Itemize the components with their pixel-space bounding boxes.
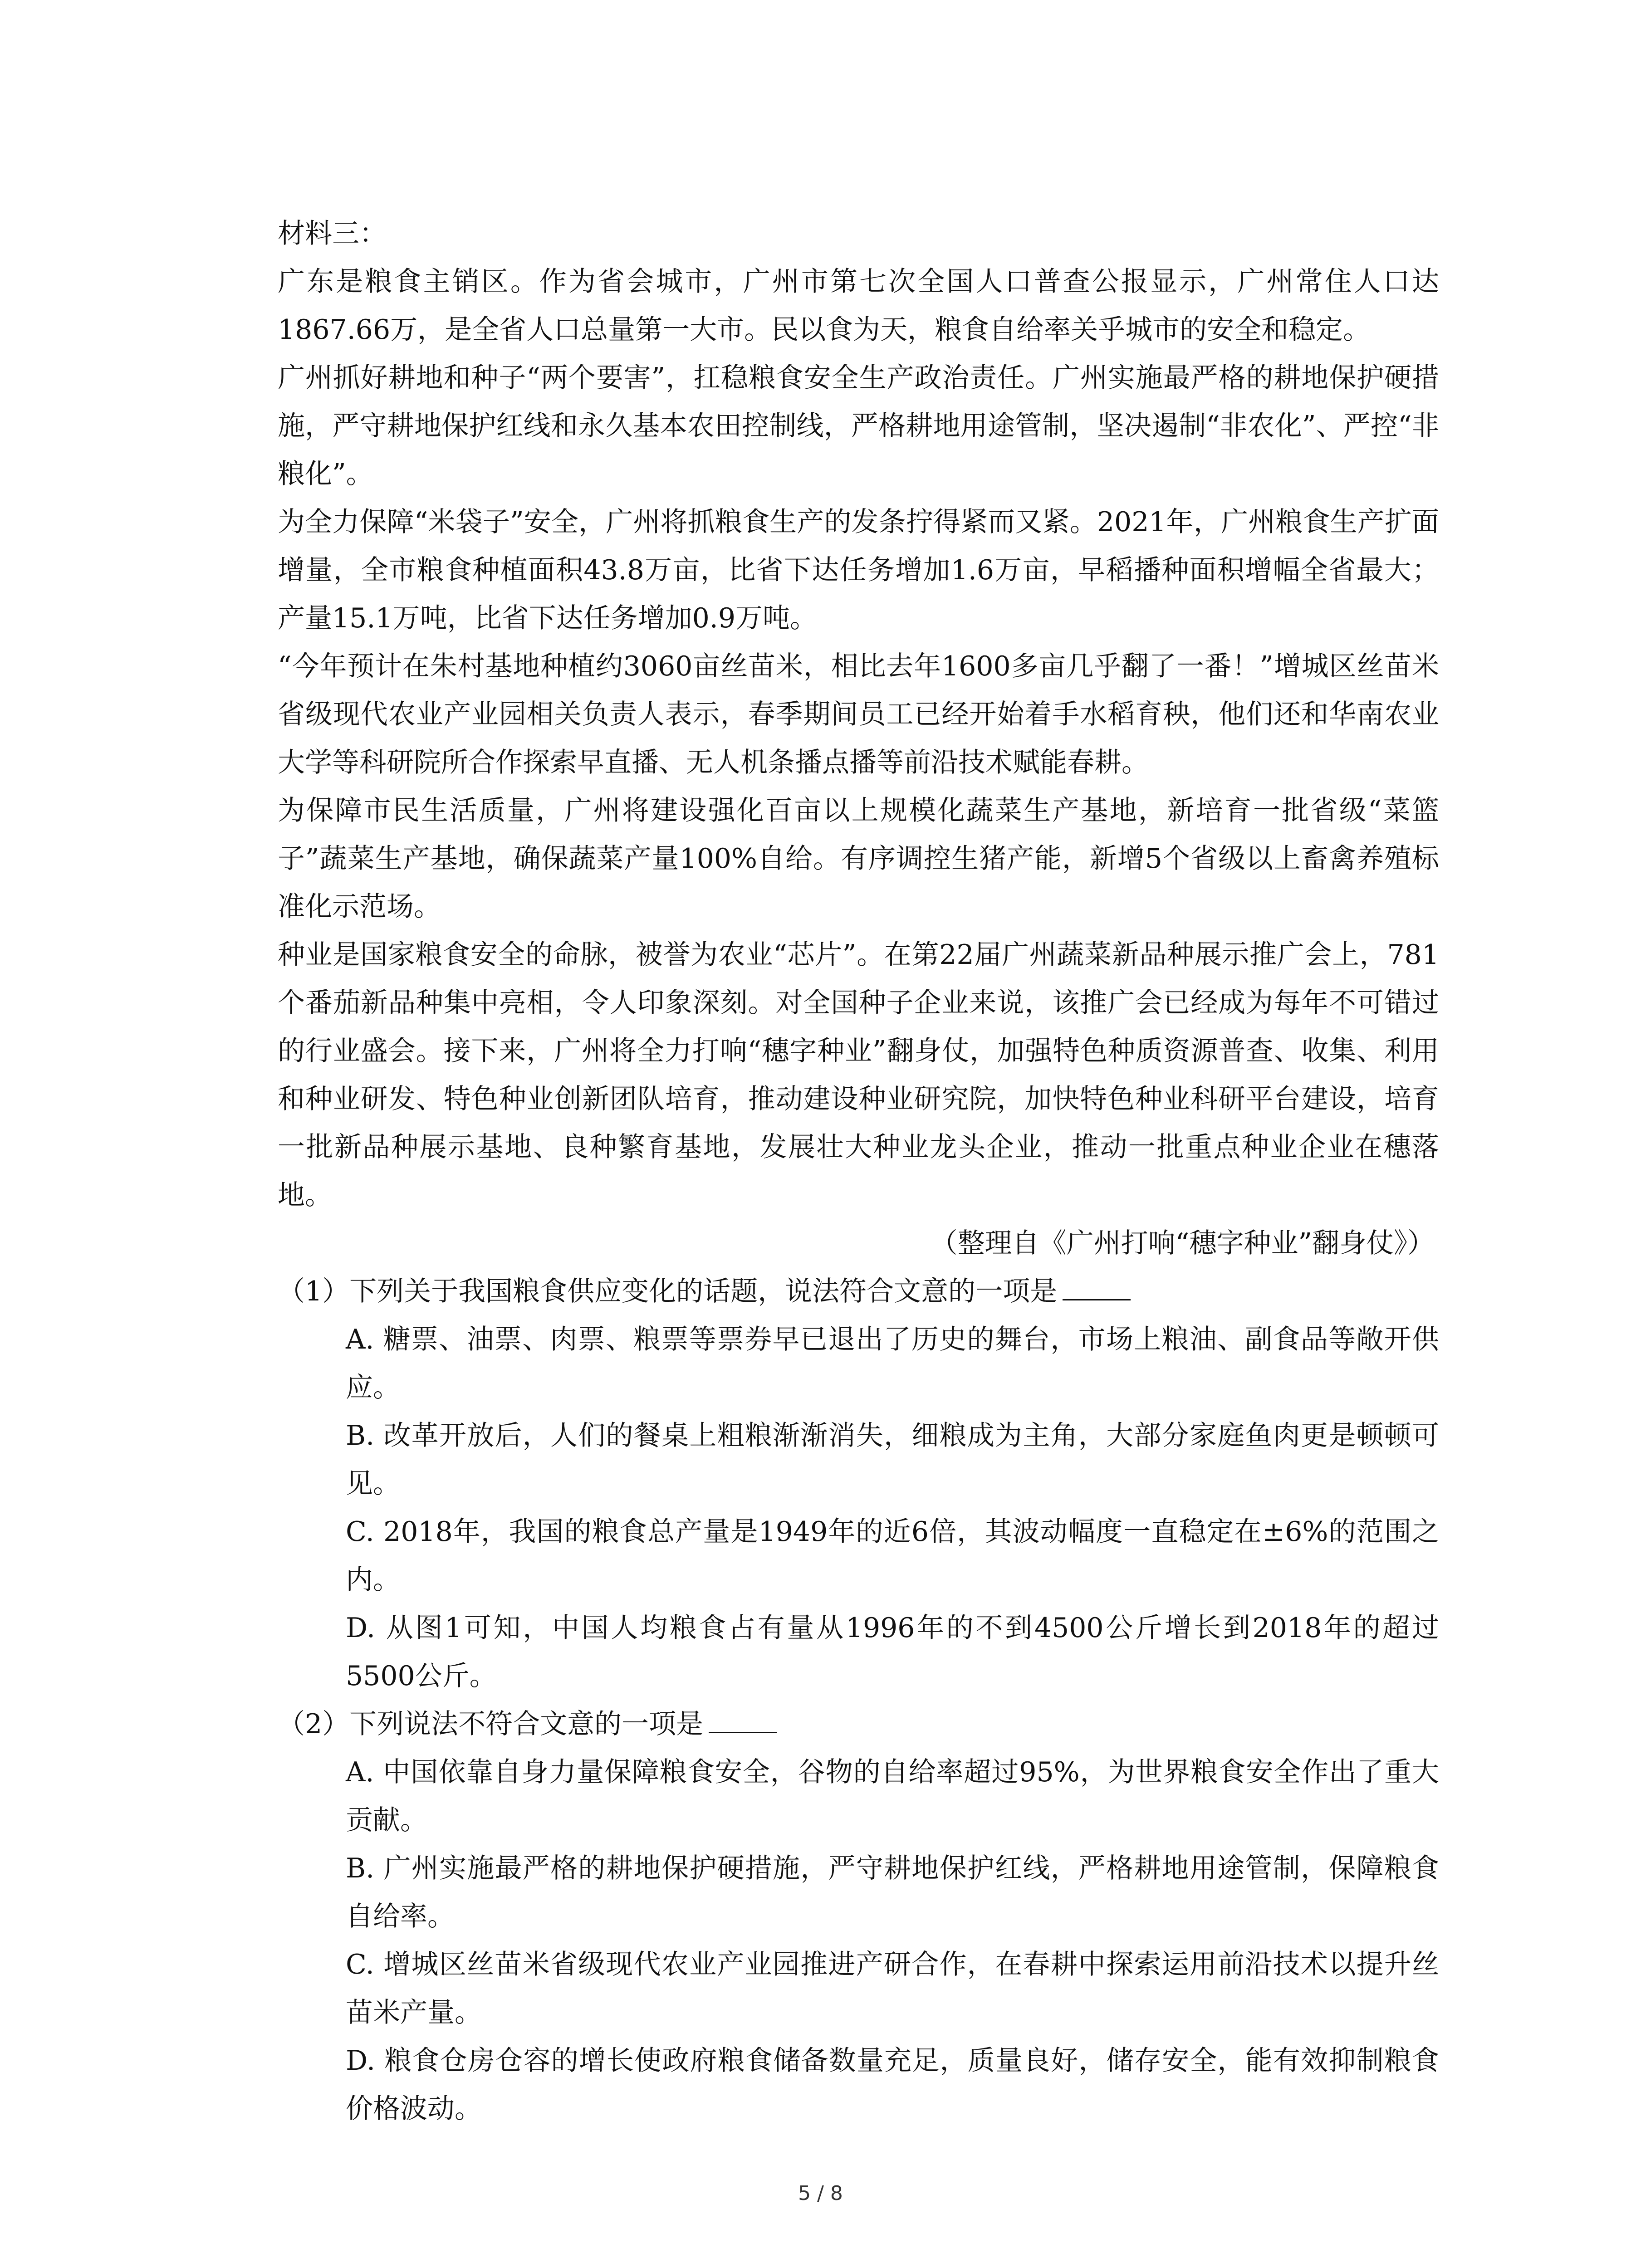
question-2-option-d: D. 粮食仓房仓容的增长使政府粮食储备数量充足，质量良好，储存安全，能有效抑制粮食价格波动。 [346,2045,1439,2125]
material-paragraph-2: 广州抓好耕地和种子“两个要害”，扛稳粮食安全生产政治责任。广州实施最严格的耕地保护硬措施，严守耕地保护红线和永久基本农田控制线，严格耕地用途管制，坚决遏制“非农化”、严控“非粮化”。 [278,362,1439,490]
question-2-text: （2）下列说法不符合文意的一项是 [278,1708,704,1740]
question-1-text: （1）下列关于我国粮食供应变化的话题，说法符合文意的一项是 [278,1276,1058,1307]
answer-blank [709,1705,777,1733]
material-paragraph-3: 为全力保障“米袋子”安全，广州将抓粮食生产的发条拧得紧而又紧。2021年，广州粮食生产扩面增量，全市粮食种植面积43.8万亩，比省下达任务增加1.6万亩，早稻播种面积增幅全省最大；产量15.1万吨，比省下达任务增加0.9万吨。 [278,506,1439,634]
question-1-stem [278,1267,1439,1315]
question-1-option-b: B. 改革开放后，人们的餐桌上粗粮渐渐消失，细粮成为主角，大部分家庭鱼肉更是顿顿可见。 [346,1420,1439,1500]
question-2-option-a: A. 中国依靠自身力量保障粮食安全，谷物的自给率超过95%，为世界粮食安全作出了重大贡献。 [346,1756,1439,1836]
material-paragraph-1: 广东是粮食主销区。作为省会城市，广州市第七次全国人口普查公报显示，广州常住人口达1867.66万，是全省人口总量第一大市。民以食为天，粮食自给率关乎城市的安全和稳定。 [278,266,1439,346]
question-2-stem [278,1700,1439,1748]
material-heading: 材料三： [278,218,387,249]
question-1-option-d: D. 从图1可知，中国人均粮食占有量从1996年的不到4500公斤增长到2018年的超过5500公斤。 [346,1612,1439,1692]
question-1-option-c: C. 2018年，我国的粮食总产量是1949年的近6倍，其波动幅度一直稳定在±6%的范围之内。 [346,1516,1439,1596]
answer-blank [1063,1272,1131,1300]
material-paragraph-4: “今年预计在朱村基地种植约3060亩丝苗米，相比去年1600多亩几乎翻了一番！”增城区丝苗米省级现代农业产业园相关负责人表示，春季期间员工已经开始着手水稻育秧，他们还和华南农业大学等科研院所合作探索早直播、无人机条播点播等前沿技术赋能春耕。 [278,650,1439,778]
material-paragraph-6: 种业是国家粮食安全的命脉，被誉为农业“芯片”。在第22届广州蔬菜新品种展示推广会上，781个番茄新品种集中亮相，令人印象深刻。对全国种子企业来说，该推广会已经成为每年不可错过的行业盛会。接下来，广州将全力打响“穗字种业”翻身仗，加强特色种质资源普查、收集、利用和种业研发、特色种业创新团队培育，推动建设种业研究院，加快特色种业科研平台建设，培育一批新品种展示基地、良种繁育基地，发展壮大种业龙头企业，推动一批重点种业企业在穗落地。 [278,939,1439,1211]
material-paragraph-5: 为保障市民生活质量，广州将建设强化百亩以上规模化蔬菜生产基地，新培育一批省级“菜篮子”蔬菜生产基地，确保蔬菜产量100%自给。有序调控生猪产能，新增5个省级以上畜禽养殖标准化示范场。 [278,795,1439,923]
question-2-option-b: B. 广州实施最严格的耕地保护硬措施，严守耕地保护红线，严格耕地用途管制，保障粮食自给率。 [346,1853,1439,1932]
question-2-option-c: C. 增城区丝苗米省级现代农业产业园推进产研合作，在春耕中探索运用前沿技术以提升丝苗米产量。 [346,1949,1439,2028]
page-number: 5 / 8 [798,2182,843,2205]
question-1-option-a: A. 糖票、油票、肉票、粮票等票券早已退出了历史的舞台，市场上粮油、副食品等敞开供应。 [346,1324,1439,1403]
material-source: （整理自《广州打响“穗字种业”翻身仗》） [930,1227,1435,1259]
page-content [278,210,1439,2133]
